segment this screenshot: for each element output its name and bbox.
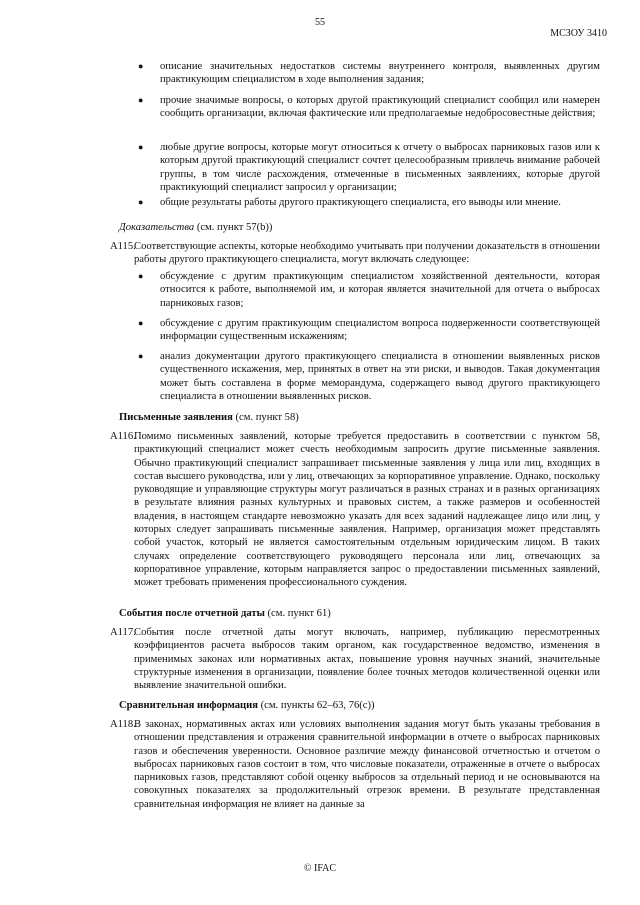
section-heading-ref: (см. пункт 58) [235, 412, 299, 423]
list-item-text: анализ документации другого практикующего специалиста в отношении выявленных рисков существенного искажения, мер, принятых в ответ на эти риски, и выводов. Такая документация может быть составлена в форме меморандума, содержащего вывод другого практикующего специалиста в отношении выявленных рисков. [160, 351, 600, 402]
bullet-icon: ● [138, 318, 144, 328]
paragraph-text: Соответствующие аспекты, которые необходимо учитывать при получении доказательств в отношении работы другого практикующего специалиста, могут включать следующее: [134, 241, 600, 266]
list-item [138, 350, 600, 403]
section-heading-title: Письменные заявления [119, 412, 233, 423]
footer-copyright: © IFAC [303, 863, 337, 874]
bullet-icon: ● [138, 197, 144, 207]
section-heading [119, 221, 599, 234]
paragraph-number: A117. [110, 627, 136, 638]
list-item [138, 196, 600, 209]
section-heading [119, 411, 599, 424]
paragraph-text: События после отчетной даты могут включать, например, публикацию пересмотренных коэффициентов расчета выбросов таким органом, как государственное ведомство, изменения в применимых законах или нормативных актах, повышение уровня научных знаний, значительные структурные изменения в организации, появление более точных методов количественной оценки или выявление значительной ошибки. [134, 627, 600, 692]
list-item [138, 60, 600, 87]
page-number: 55 [315, 17, 325, 28]
section-heading-title: События после отчетной даты [119, 608, 265, 619]
section-heading-ref: (см. пункт 61) [267, 608, 331, 619]
list-item [138, 94, 600, 121]
bullet-icon: ● [138, 142, 144, 152]
bullet-icon: ● [138, 271, 144, 281]
list-item [138, 317, 600, 344]
section-heading [119, 607, 599, 620]
paragraph-number: A115. [110, 241, 136, 252]
list-item [138, 270, 600, 310]
paragraph-a116 [110, 430, 600, 590]
list-item [138, 141, 600, 194]
paragraph-a117 [110, 626, 600, 692]
list-item-text: общие результаты работы другого практикующего специалиста, его выводы или мнение. [160, 197, 561, 208]
document-code: МСЗОУ 3410 [550, 28, 607, 39]
paragraph-a115 [110, 240, 600, 267]
list-item-text: любые другие вопросы, которые могут относиться к отчету о выбросах парниковых газов или к которым другой практикующий специалист сочтет целесообразным привлечь внимание рабочей группы, в том числе расхождения, отмеченные в письменных заявлениях, которые другой практикующий специалист запросил у организации; [160, 142, 600, 193]
bullet-icon: ● [138, 61, 144, 71]
paragraph-number: A116. [110, 431, 136, 442]
list-item-text: обсуждение с другим практикующим специалистом вопроса подверженности соответствующей информации существенным искажениям; [160, 318, 600, 343]
section-heading-title: Сравнительная информация [119, 700, 258, 711]
paragraph-a118 [110, 718, 600, 811]
section-heading-title: Доказательства [119, 222, 195, 233]
section-heading [119, 699, 599, 712]
list-item-text: прочие значимые вопросы, о которых другой практикующий специалист сообщил или намерен сообщить организации, включая фактические или предполагаемые недобросовестные действия; [160, 95, 600, 120]
section-heading-ref: (см. пункты 62–63, 76(c)) [260, 700, 375, 711]
paragraph-text: Помимо письменных заявлений, которые требуется предоставить в соответствии с пунктом 58, практикующий специалист может счесть необходимым запросить другие письменные заявления. Обычно практикующий специалист запрашивает письменные заявления у лица или лиц, входящих в состав высшего руководства, или у лиц, отвечающих за корпоративное управление. Однако, поскольку руководящие и управляющие структуры могут различаться в разных странах и в разных организациях в результате влияния разных культурных и правовых систем, а также размеров и особенностей владения, в настоящем стандарте невозможно указать для всех заданий надлежащее лицо или лиц, у которых следует запрашивать письменные заявления. Например, организация может представлять собой участок, который не является самостоятельным отдельным юридическим лицом. В таких случаях определение соответствующего руководящего персонала или лиц, отвечающих за корпоративное управление, которым направляется запрос о предоставлении письменных заявлений, может требовать применения профессионального суждения. [134, 431, 600, 589]
list-item-text: описание значительных недостатков системы внутреннего контроля, выявленных другим практикующим специалистом в ходе выполнения задания; [160, 61, 600, 86]
list-item-text: обсуждение с другим практикующим специалистом хозяйственной деятельности, которая относится к работе, выполняемой им, и которая является значительной для отчета о выбросах парниковых газов; [160, 271, 600, 309]
paragraph-text: В законах, нормативных актах или условиях выполнения задания могут быть указаны требования в отношении представления и отражения сравнительной информации в отчете о выбросах парниковых газов и обеспечения уверенности. Основное различие между финансовой отчетностью и отчетом о выбросах парниковых газов состоит в том, что числовые показатели, отраженные в отчете о выбросах парниковых газов, представляют собой оценку выбросов за отдельный период и не основываются на совокупных показателях за продолжительный отрезок времени. В результате представленная сравнительная информация не влияет на данные за [134, 719, 600, 810]
bullet-icon: ● [138, 351, 144, 361]
bullet-icon: ● [138, 95, 144, 105]
section-heading-ref: (см. пункт 57(b)) [196, 222, 273, 233]
paragraph-number: A118. [110, 719, 136, 730]
